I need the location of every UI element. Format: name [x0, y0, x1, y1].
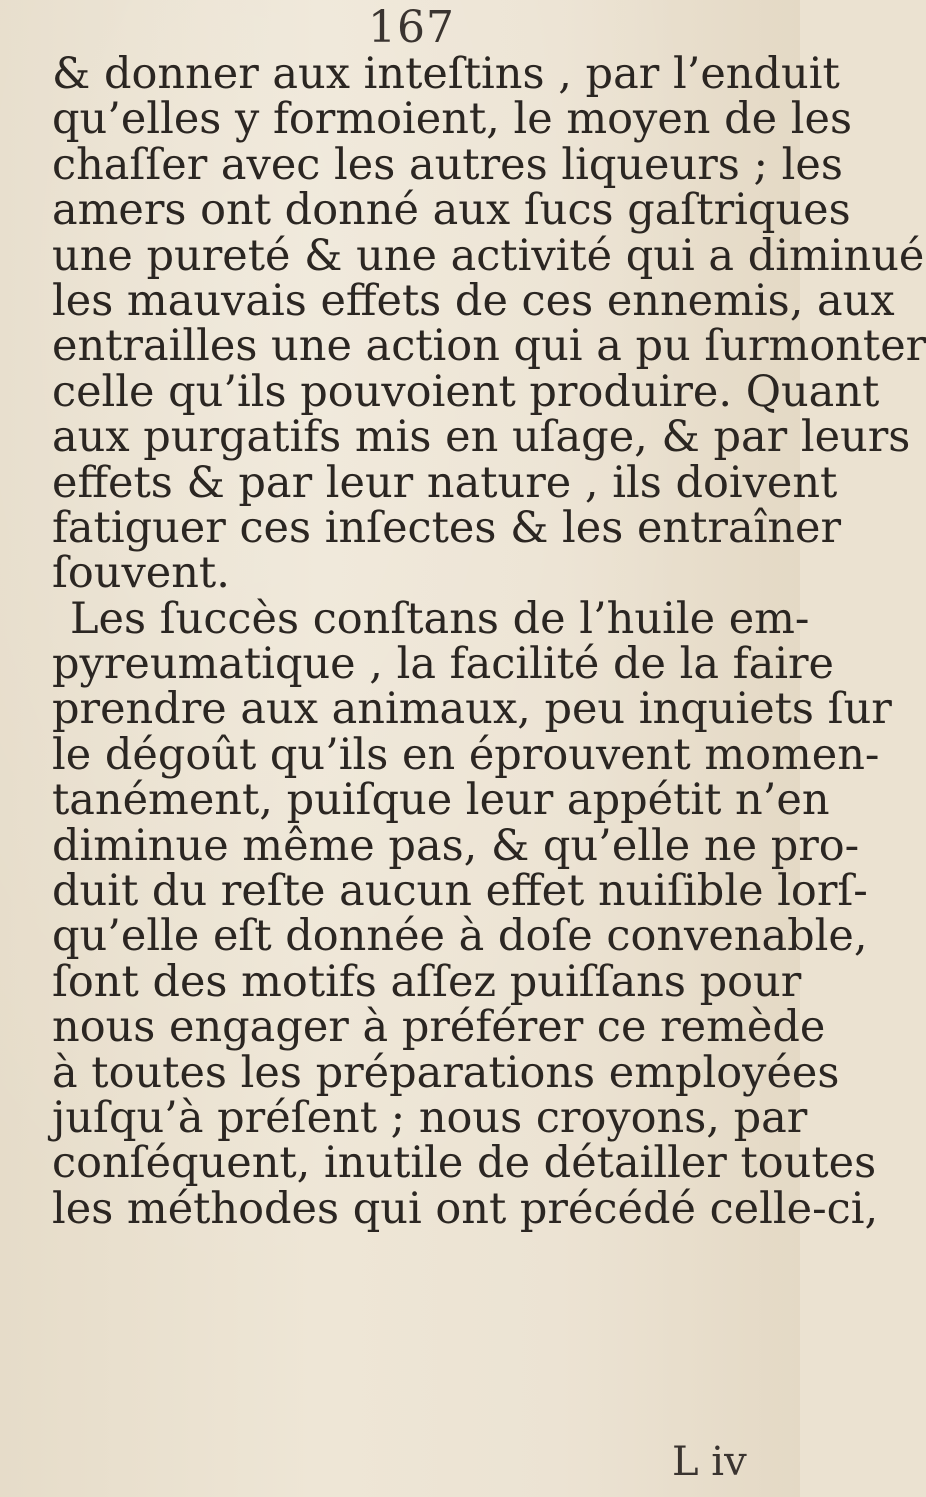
text-line: nous engager à préférer ce remède [52, 1002, 826, 1053]
text-line: qu’elle eſt donnée à doſe convenable, [52, 911, 868, 962]
text-line: les mauvais effets de ces ennemis, aux [52, 275, 895, 326]
signature-mark: L iv [672, 1439, 747, 1485]
text-line: chaſſer avec les autres liqueurs ; les [52, 139, 843, 190]
text-line: aux purgatifs mis en uſage, & par leurs [52, 412, 911, 463]
text-line: celle qu’ils pouvoient produire. Quant [52, 366, 880, 417]
text-line: le dégoût qu’ils en éprouvent momen- [52, 729, 880, 780]
text-line: diminue même pas, & qu’elle ne pro- [52, 820, 860, 871]
text-line: tanément, puiſque leur appétit n’en [52, 775, 830, 826]
body-text [52, 49, 926, 1234]
text-line: ſont des motifs aſſez puiſſans pour [52, 956, 802, 1007]
text-line: & donner aux inteſtins , par l’enduit [52, 49, 840, 99]
text-line: conſéquent, inutile de détailler toutes [52, 1138, 877, 1189]
text-line: effets & par leur nature , ils doivent [52, 457, 838, 508]
text-line: duit du reſte aucun effet nuiſible lorſ- [52, 866, 868, 917]
text-line: entrailles une action qui a pu ſurmonter [52, 321, 926, 372]
text-line: à toutes les préparations employées [52, 1047, 840, 1098]
text-line: pyreumatique , la facilité de la faire [52, 639, 834, 690]
text-line: Les ſuccès conſtans de l’huile em- [70, 593, 810, 644]
text-line: juſqu’à préſent ; nous croyons, par [52, 1092, 808, 1143]
text-line: amers ont donné aux ſucs gaſtriques [52, 185, 851, 236]
page-number: 167 [368, 2, 455, 53]
text-line: fatiguer ces inſectes & les entraîner [52, 502, 842, 553]
text-line: prendre aux animaux, peu inquiets ſur [52, 684, 892, 735]
text-line: les méthodes qui ont précédé celle-ci, [52, 1183, 879, 1234]
text-line: une pureté & une activité qui a diminué [52, 230, 925, 281]
text-line: qu’elles y formoient, le moyen de les [52, 94, 853, 145]
text-line: ſouvent. [52, 548, 230, 599]
